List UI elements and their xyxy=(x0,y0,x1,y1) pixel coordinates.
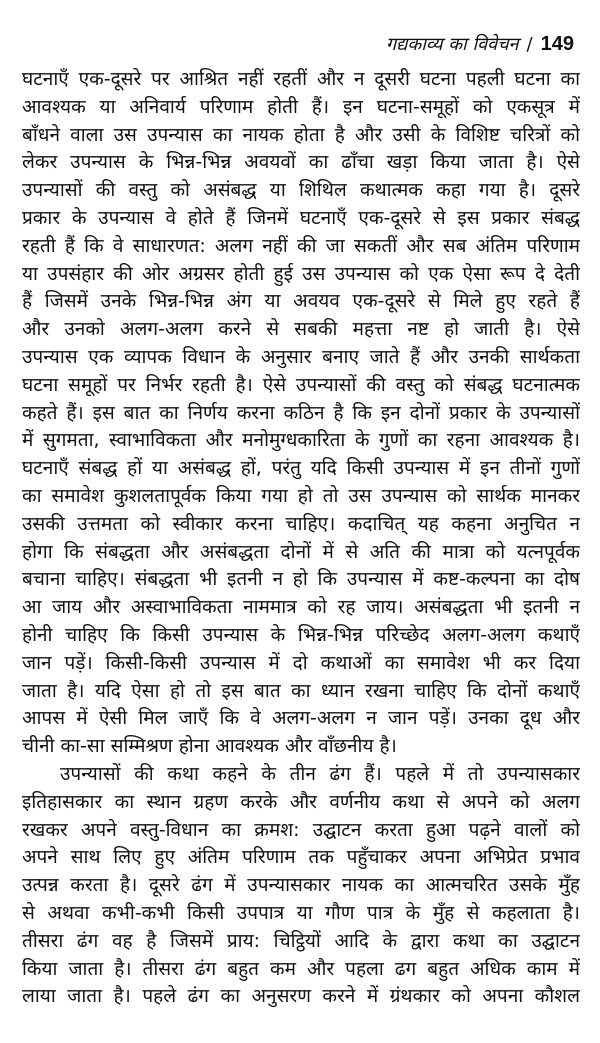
text-line: में सुगमता, स्वाभाविकता और मनोमुग्धकारिता के गुणों का रहना आवश्यक है। xyxy=(22,429,580,452)
text-line: उपन्यासों की वस्तु को असंबद्ध या शिथिल कथात्मक कहा गया है। दूसरे xyxy=(22,179,580,202)
paragraph xyxy=(22,761,580,1011)
text-line: घटना समूहों पर निर्भर रहती है। ऐसे उपन्यासों की वस्तु को संबद्ध घटनात्मक xyxy=(22,373,580,396)
text-line: किया जाता है। तीसरा ढंग बहुत कम और पहला ढग बहुत अधिक काम में xyxy=(22,957,580,980)
text-line: आवश्यक या अनिवार्य परिणाम होती हैं। इन घटना-समूहों को एकसूत्र में xyxy=(22,95,580,118)
header-separator: / xyxy=(526,34,533,55)
text-line: का समावेश कुशलतापूर्वक किया गया हो तो उस उपन्यास को सार्थक मानकर xyxy=(22,484,580,507)
text-line: उपन्यासों की कथा कहने के तीन ढंग हैं। पहले में तो उपन्यासकार xyxy=(60,762,580,785)
text-line: उत्पन्न करता है। दूसरे ढंग में उपन्यासकार नायक का आत्मचरित उसके मुँह xyxy=(22,874,580,897)
running-header xyxy=(386,32,574,56)
text-line: तीसरा ढंग वह है जिसमें प्राय: चिट्ठियों आदि के द्वारा कथा का उद्घाटन xyxy=(22,929,580,952)
text-line: होगा कि संबद्धता और असंबद्धता दोनों में से अति की मात्रा को यत्नपूर्वक xyxy=(22,540,580,563)
text-line: आ जाय और अस्वाभाविकता नाममात्र को रह जाय। असंबद्धता भी इतनी न xyxy=(22,596,580,619)
text-line: लाया जाता है। पहले ढंग का अनुसरण करने में ग्रंथकार को अपना कौशल xyxy=(22,985,580,1008)
text-line: हैं जिसमें उनके भिन्न-भिन्न अंग या अवयव एक-दूसरे से मिले हुए रहते हैं xyxy=(22,290,580,313)
text-line: रखकर अपने वस्तु-विधान का क्रमश: उद्घाटन करता हुआ पढ़ने वालों को xyxy=(22,818,580,841)
chapter-title: गद्यकाव्य का विवेचन xyxy=(385,34,519,55)
text-line: उपन्यास एक व्यापक विधान के अनुसार बनाए जाते हैं और उनकी सार्थकता xyxy=(22,345,580,368)
text-line: प्रकार के उपन्यास वे होते हैं जिनमें घटनाएँ एक-दूसरे से इस प्रकार संबद्ध xyxy=(22,206,580,229)
text-line: उसकी उत्तमता को स्वीकार करना चाहिए। कदाचित् यह कहना अनुचित न xyxy=(22,512,580,535)
page-body xyxy=(22,66,580,1011)
paragraph xyxy=(22,66,580,761)
text-line: चीनी का-सा सम्मिश्रण होना आवश्यक और वाँछनीय है। xyxy=(22,735,397,758)
page-number: 149 xyxy=(540,33,574,55)
text-line: होनी चाहिए कि किसी उपन्यास के भिन्न-भिन्न परिच्छेद अलग-अलग कथाएँ xyxy=(22,623,580,646)
text-line: लेकर उपन्यास के भिन्न-भिन्न अवयवों का ढाँचा खड़ा किया जाता है। ऐसे xyxy=(22,151,580,174)
text-line: या उपसंहार की ओर अग्रसर होती हुई उस उपन्यास को एक ऐसा रूप दे देती xyxy=(22,262,580,285)
text-line: और उनको अलग-अलग करने से सबकी महत्ता नष्ट हो जाती है। ऐसे xyxy=(22,318,580,341)
text-line: घटनाएँ संबद्ध हों या असंबद्ध हों, परंतु यदि किसी उपन्यास में इन तीनों गुणों xyxy=(22,457,580,480)
text-line: से अथवा कभी-कभी किसी उपपात्र या गौण पात्र के मुँह से कहलाता है। xyxy=(22,901,580,924)
text-line: बाँधने वाला उस उपन्यास का नायक होता है और उसी के विशिष्ट चरित्रों को xyxy=(22,123,580,146)
text-line: घटनाएँ एक-दूसरे पर आश्रित नहीं रहतीं और न दूसरी घटना पहली घटना का xyxy=(22,68,580,90)
text-line: जान पड़ें। किसी-किसी उपन्यास में दो कथाओं का समावेश भी कर दिया xyxy=(22,651,580,674)
text-line: रहती हैं कि वे साधारणत: अलग नहीं की जा सकतीं और सब अंतिम परिणाम xyxy=(22,234,580,257)
text-line: जाता है। यदि ऐसा हो तो इस बात का ध्यान रखना चाहिए कि दोनों कथाएँ xyxy=(22,679,580,702)
text-line: कहते हैं। इस बात का निर्णय करना कठिन है कि इन दोनों प्रकार के उपन्यासों xyxy=(22,401,580,424)
text-line: आपस में ऐसी मिल जाएँ कि वे अलग-अलग न जान पड़ें। उनका दूध और xyxy=(22,707,580,730)
text-line: इतिहासकार का स्थान ग्रहण करके और वर्णनीय कथा से अपने को अलग xyxy=(22,790,580,813)
text-line: अपने साथ लिए हुए अंतिम परिणाम तक पहुँचाकर अपना अभिप्रेत प्रभाव xyxy=(22,846,580,869)
text-line: बचाना चाहिए। संबद्धता भी इतनी न हो कि उपन्यास में कष्ट-कल्पना का दोष xyxy=(22,568,580,591)
